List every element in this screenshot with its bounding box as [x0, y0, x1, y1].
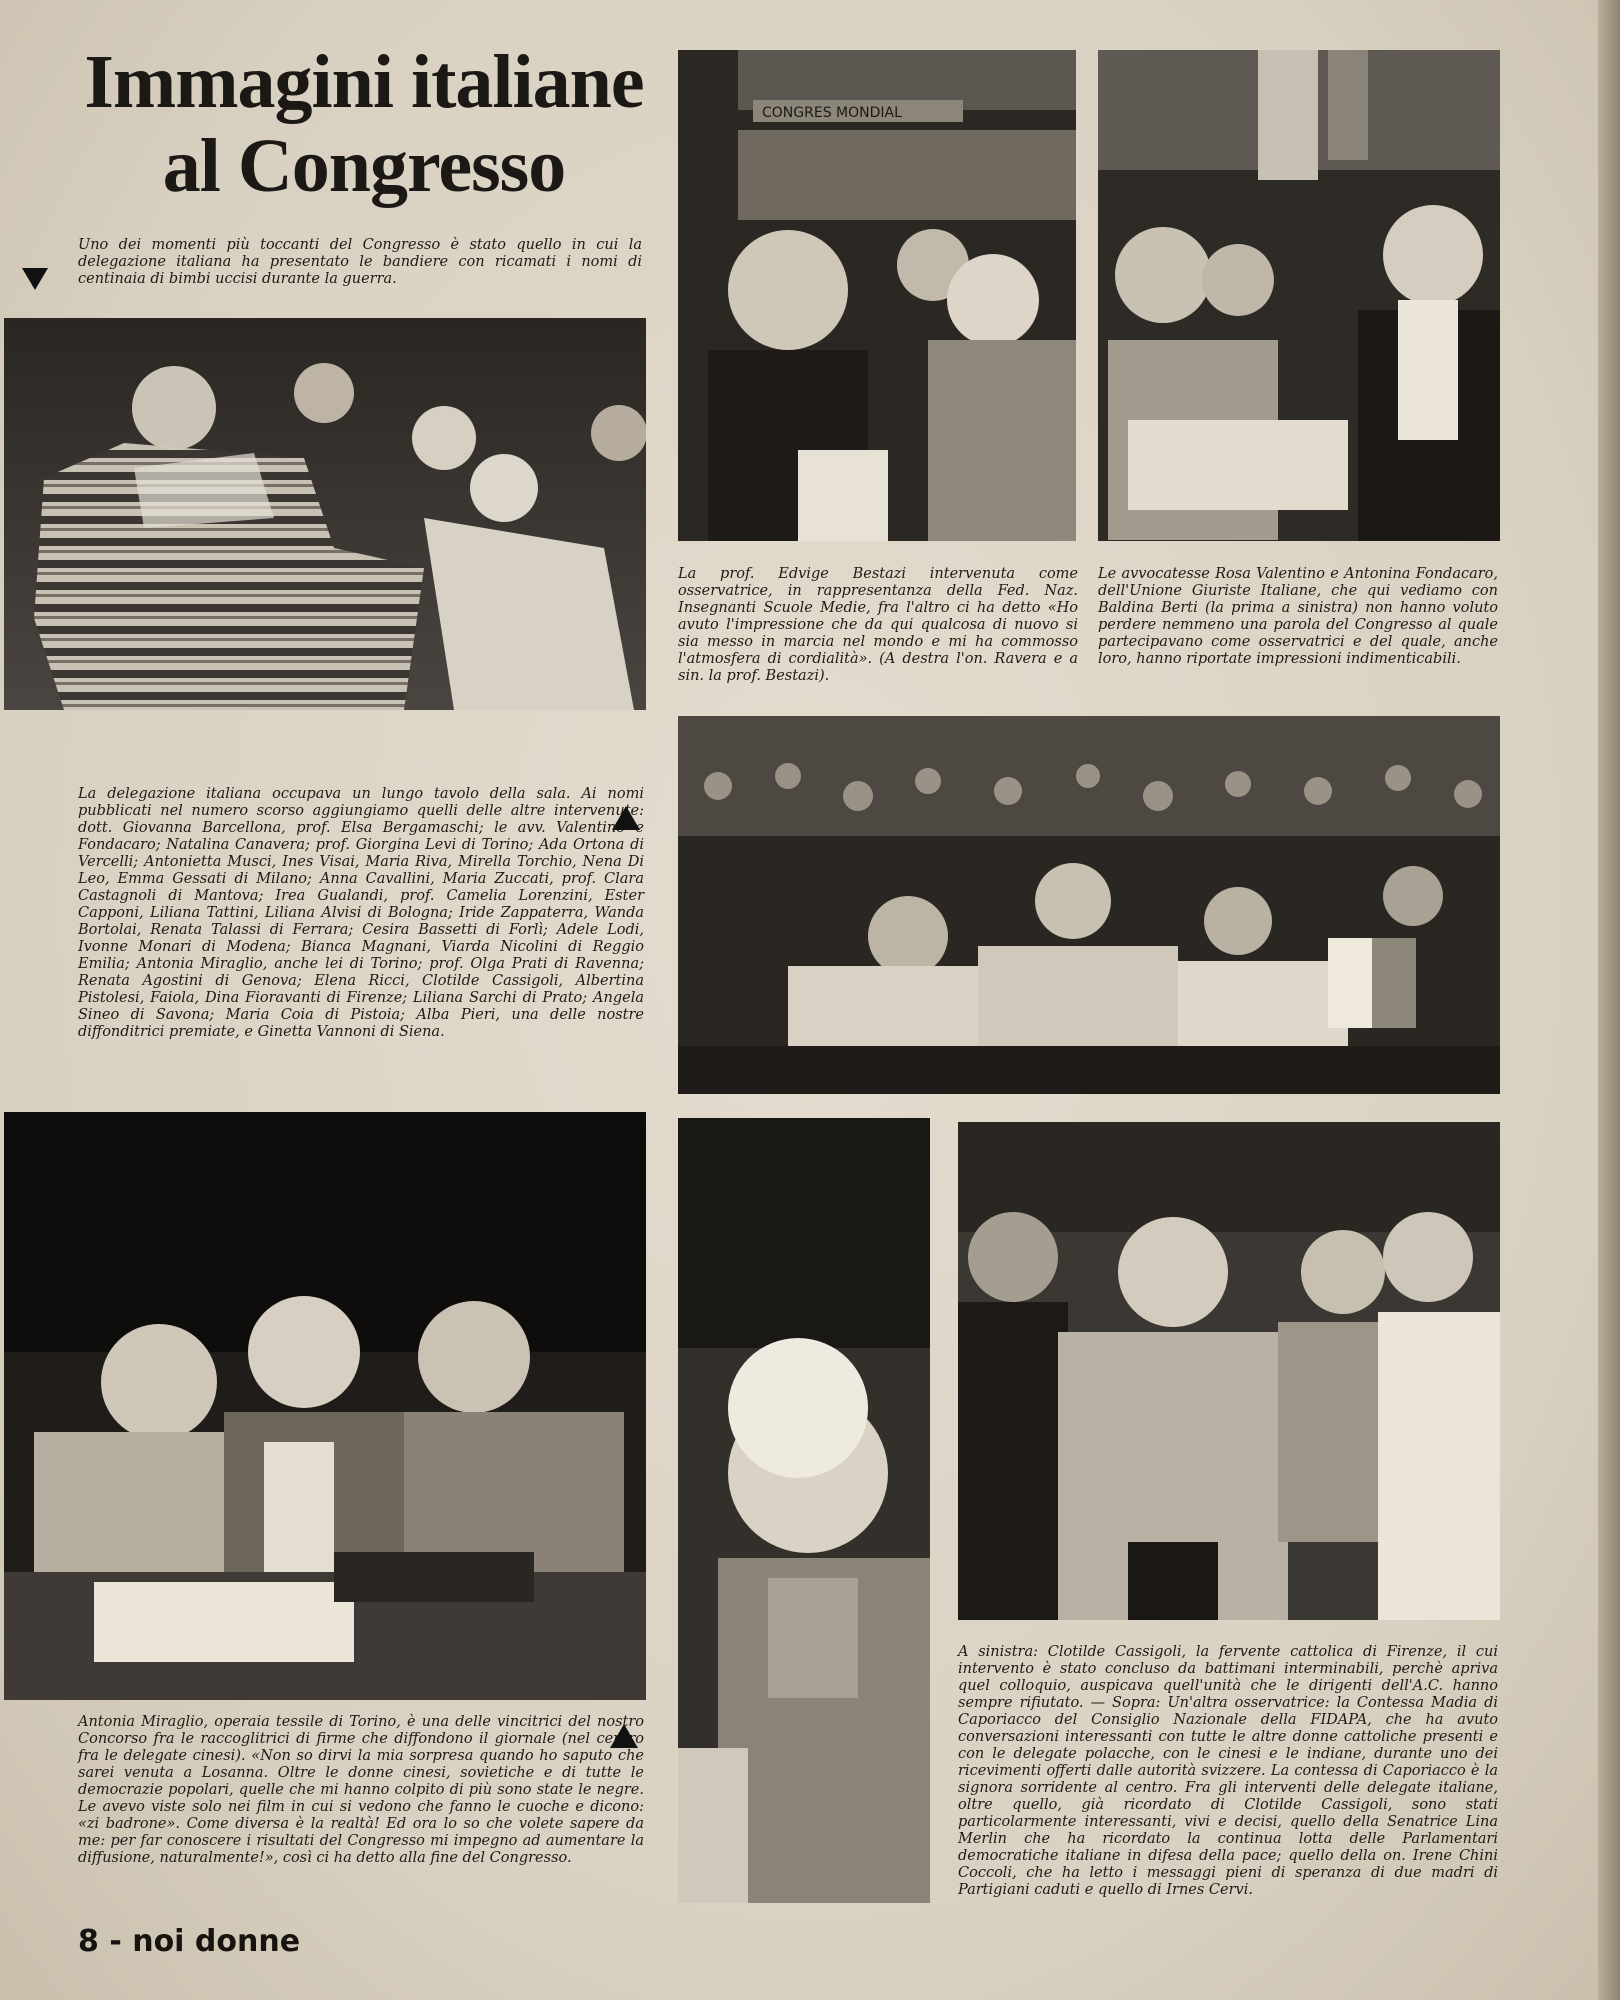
title-line-1: Immagini italiane [84, 40, 644, 124]
caption-avvocatesse: Le avvocatesse Rosa Valentino e Antonina Fondacaro, dell'Unione Giuriste Italiane, che qui vediamo con Baldina Berti (la prima a sinistra) non hanno voluto perdere nemmeno una parola del Congresso al quale partecipavano come osservatrici e del quale, anche loro, hanno riportate impressioni indimenticabili. [1098, 566, 1498, 667]
photo-miraglio [4, 1112, 646, 1700]
photo-congress-hall [678, 716, 1500, 1094]
up-arrow-icon [612, 806, 640, 830]
photo-flag-delegation [4, 318, 646, 710]
caption-cassigoli: A sinistra: Clotilde Cassigoli, la fervente cattolica di Firenze, il cui intervento è stato concluso da battimani interminabili, perchè apriva quel colloquio, auspicava quell'unità che le dirigenti dell'A.C. hanno sempre rifiutato. — Sopra: Un'altra osservatrice: la Contessa Madia di Caporiacco del Consiglio Nazionale della FIDAPA, che ha avuto conversazioni interessanti con tutte le altre donne cattoliche presenti e con le delegate polacche, con le cinesi e le indiane, durante uno dei ricevimenti offerti dalle autorità svizzere. La contessa di Caporiacco è la signora sorridente al centro. Fra gli interventi delle delegate italiane, oltre quello, già ricordato di Clotilde Cassigoli, sono stati particolarmente interessanti, vivi e decisi, quello della Senatrice Lina Merlin che ha ricordato la continua lotta delle Parlamentari democratiche italiane in difesa della pace; quello della on. Irene Chini Coccoli, che ha letto i messaggi pieni di speranza di due madri di Partigiani caduti e quello di Irnes Cervi. [958, 1644, 1498, 1898]
caption-intro: Uno dei momenti più toccanti del Congresso è stato quello in cui la delegazione italiana ha presentato le bandiere con ricamati i nomi di centinaia di bimbi uccisi durante la guerra. [78, 237, 642, 287]
caption-bestazi: La prof. Edvige Bestazi intervenuta come osservatrice, in rappresentanza della Fed. Naz. Insegnanti Scuole Medie, fra l'altro ci ha detto «Ho avuto l'impressione che da qui qualcosa di nuovo si sia messo in marcia nel mondo e mi ha commosso l'atmosfera di cordialità». (A destra l'on. Ravera e a sin. la prof. Bestazi). [678, 566, 1078, 684]
down-arrow-icon [22, 268, 48, 290]
page-folio: 8 - noi donne [78, 1924, 301, 1959]
page-title [74, 40, 654, 208]
photo-contessa [958, 1122, 1500, 1620]
photo-cassigoli [678, 1118, 930, 1903]
caption-miraglio: Antonia Miraglio, operaia tessile di Torino, è una delle vincitrici del nostro Concorso fra le raccoglitrici di firme che diffondono il giornale (nel centro fra le delegate cinesi). «Non so dirvi la mia sorpresa quando ho saputo che sarei venuta a Losanna. Oltre le donne cinesi, sovietiche e di tutte le democrazie popolari, quelle che mi hanno colpito di più sono state le negre. Le avevo viste solo nei film in cui si vedono che fanno le cuoche e dicono: «zi badrone». Come diversa è la realtà! Ed ora lo so che volete sapere da me: per far conoscere i risultati del Congresso mi impegno ad aumentare la diffusione, naturalmente!», così ci ha detto alla fine del Congresso. [78, 1714, 644, 1866]
up-arrow-icon-2 [610, 1724, 638, 1748]
photo-avvocatesse [1098, 50, 1500, 541]
caption-delegazione: La delegazione italiana occupava un lungo tavolo della sala. Ai nomi pubblicati nel numero scorso aggiungiamo quelli delle altre intervenute: dott. Giovanna Barcellona, prof. Elsa Bergamaschi; le avv. Valentino e Fondacaro; Natalina Canavera; prof. Giorgina Levi di Torino; Ada Ortona di Vercelli; Antonietta Musci, Ines Visai, Maria Riva, Mirella Torchio, Nena Di Leo, Emma Gessati di Milano; Anna Cavallini, Maria Zuccati, prof. Clara Castagnoli di Mantova; Irea Gualandi, prof. Camelia Lorenzini, Ester Capponi, Liliana Tattini, Liliana Alvisi di Bologna; Iride Zappaterra, Wanda Bortolai, Renata Talassi di Ferrara; Cesira Bassetti di Forlì; Adele Lodi, Ivonne Monari di Modena; Bianca Magnani, Viarda Nicolini di Reggio Emilia; Antonia Miraglio, anche lei di Torino; prof. Olga Prati di Ravenna; Renata Agostini di Genova; Elena Ricci, Clotilde Cassigoli, Albertina Pistolesi, Faiola, Dina Fioravanti di Firenze; Liliana Sarchi di Prato; Angela Sineo di Savona; Maria Coia di Pistoia; Alba Pieri, una delle nostre diffonditrici premiate, e Ginetta Vannoni di Siena. [78, 786, 644, 1040]
title-line-2: al Congresso [162, 124, 566, 208]
photo-banner-text: CONGRES MONDIAL [762, 105, 902, 121]
photo-bestazi [678, 50, 1076, 541]
page-binding-edge [1598, 0, 1620, 2000]
